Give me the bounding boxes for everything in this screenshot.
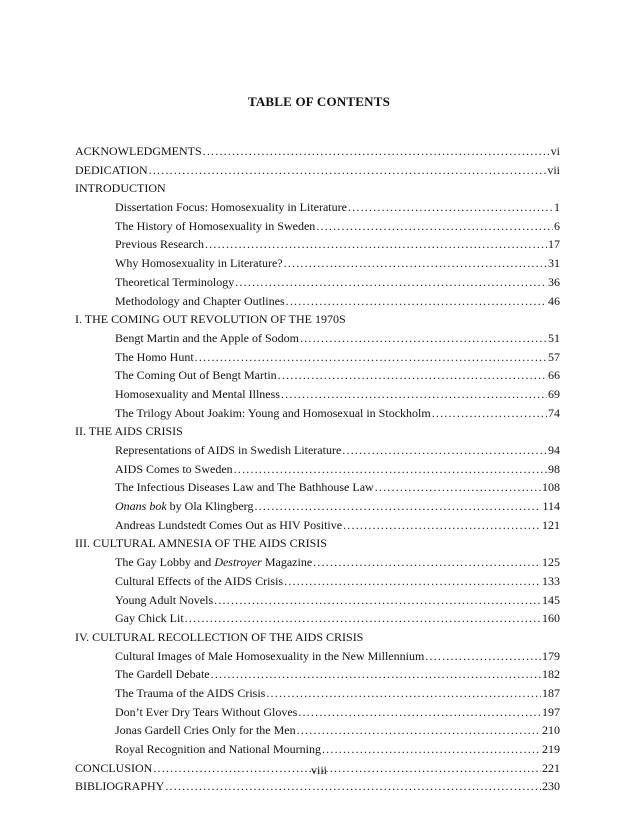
- toc-page-number: 1: [554, 200, 560, 215]
- toc-entry-title: Cultural Images of Male Homosexuality in the New Millennium: [115, 648, 425, 663]
- toc-page-number: 219: [542, 742, 560, 756]
- toc-entry-title: CONCLUSION: [75, 760, 153, 775]
- toc-subentry: [75, 684, 560, 703]
- toc-entry-title: Cultural Effects of the AIDS Crisis: [115, 573, 284, 588]
- toc-subentry: [75, 404, 560, 423]
- dot-leader: [281, 385, 547, 404]
- toc-entry-title: Bengt Martin and the Apple of Sodom: [115, 330, 299, 345]
- toc-subentry: [75, 516, 560, 535]
- table-of-contents: [75, 142, 560, 796]
- toc-entry-title: I. THE COMING OUT REVOLUTION OF THE 1970S: [75, 312, 346, 327]
- toc-entry-title: The Gay Lobby and Destroyer Magazine: [115, 555, 313, 570]
- dot-leader: [425, 647, 541, 666]
- toc-entry-title: II. THE AIDS CRISIS: [75, 424, 183, 439]
- toc-subentry: [75, 591, 560, 610]
- toc-page-number: 179: [542, 648, 560, 663]
- toc-page-number: 133: [542, 573, 560, 588]
- toc-page-number: vii: [547, 162, 560, 177]
- dot-leader: [375, 478, 541, 497]
- toc-page-number: 36: [548, 274, 560, 289]
- dot-leader: [322, 740, 541, 759]
- toc-entry-title: INTRODUCTION: [75, 181, 166, 196]
- page-title: TABLE OF CONTENTS: [247, 94, 391, 109]
- toc-page-number: 69: [548, 386, 560, 401]
- dot-leader: [316, 217, 553, 236]
- toc-subentry: [75, 366, 560, 385]
- toc-page-number: 210: [542, 723, 560, 738]
- toc-subentry: [75, 217, 560, 236]
- toc-entry: [75, 142, 560, 161]
- toc-page-number: 108: [542, 480, 560, 495]
- toc-page-number: 51: [548, 330, 560, 345]
- toc-entry-title: The Infectious Diseases Law and The Bathhouse Law: [115, 480, 374, 495]
- dot-leader: [254, 497, 541, 516]
- dot-leader: [286, 292, 547, 311]
- dot-leader: [203, 142, 550, 161]
- dot-leader: [432, 404, 547, 423]
- toc-subentry: [75, 497, 560, 516]
- toc-page-number: 121: [542, 517, 560, 532]
- toc-entry-title: III. CULTURAL AMNESIA OF THE AIDS CRISIS: [75, 536, 327, 551]
- page-number: viii: [310, 763, 327, 777]
- toc-subentry: [75, 703, 560, 722]
- toc-entry-title: Gay Chick Lit: [115, 611, 184, 626]
- dot-leader: [284, 572, 541, 591]
- dot-leader: [342, 441, 547, 460]
- toc-entry-title: DEDICATION: [75, 162, 148, 177]
- toc-page-number: 197: [542, 704, 560, 719]
- toc-entry: [75, 310, 560, 329]
- toc-entry-title: Don’t Ever Dry Tears Without Gloves: [115, 704, 298, 719]
- toc-page-number: 114: [542, 499, 560, 514]
- toc-entry-title: Theoretical Terminology: [115, 274, 235, 289]
- dot-leader: [234, 460, 547, 479]
- dot-leader: [214, 591, 541, 610]
- dot-leader: [211, 665, 541, 684]
- dot-leader: [313, 553, 541, 572]
- dot-leader: [195, 348, 547, 367]
- dot-leader: [205, 235, 547, 254]
- toc-entry-title: ACKNOWLEDGMENTS: [75, 144, 202, 158]
- toc-subentry: [75, 273, 560, 292]
- dot-leader: [300, 329, 547, 348]
- dot-leader: [348, 198, 553, 217]
- toc-entry-title: Andreas Lundstedt Comes Out as HIV Positive: [115, 517, 343, 532]
- toc-entry-title: AIDS Comes to Sweden: [115, 461, 233, 476]
- toc-entry-title: The History of Homosexuality in Sweden: [115, 218, 316, 233]
- toc-subentry: [75, 647, 560, 666]
- toc-subentry: [75, 665, 560, 684]
- toc-page-number: vi: [550, 144, 560, 158]
- toc-entry-title: Methodology and Chapter Outlines: [115, 293, 285, 308]
- toc-entry-title: Onans bok by Ola Klingberg: [115, 499, 254, 514]
- toc-entry-title: BIBLIOGRAPHY: [75, 779, 165, 794]
- toc-entry-title: Homosexuality and Mental Illness: [115, 386, 280, 401]
- toc-entry-title: The Trilogy About Joakim: Young and Homosexual in Stockholm: [115, 405, 431, 420]
- toc-entry: [75, 628, 560, 647]
- toc-entry-title: The Trauma of the AIDS Crisis: [115, 685, 266, 700]
- toc-page-number: 17: [548, 237, 560, 252]
- toc-page-number: 145: [542, 592, 560, 607]
- toc-page-number: 74: [548, 405, 560, 420]
- toc-subentry: [75, 478, 560, 497]
- toc-entry: [75, 161, 560, 180]
- dot-leader: [298, 703, 541, 722]
- toc-subentry: [75, 460, 560, 479]
- toc-page-number: 125: [542, 555, 560, 570]
- toc-page-number: 66: [548, 368, 560, 383]
- toc-subentry: [75, 198, 560, 217]
- toc-page-number: 187: [542, 685, 560, 700]
- toc-subentry: [75, 348, 560, 367]
- toc-entry-title: Royal Recognition and National Mourning: [115, 742, 321, 756]
- toc-entry-title: The Homo Hunt: [115, 349, 194, 364]
- dot-leader: [149, 161, 547, 180]
- toc-page-number: 94: [548, 443, 560, 457]
- toc-page-number: 6: [554, 218, 560, 233]
- toc-subentry: [75, 572, 560, 591]
- toc-page-number: 221: [542, 760, 560, 775]
- dot-leader: [343, 516, 541, 535]
- toc-subentry: [75, 235, 560, 254]
- toc-entry-title: IV. CULTURAL RECOLLECTION OF THE AIDS CRISIS: [75, 629, 364, 644]
- toc-page-number: 230: [542, 779, 560, 794]
- toc-page-number: 182: [542, 667, 560, 682]
- toc-entry-title: Dissertation Focus: Homosexuality in Literature: [115, 200, 347, 215]
- toc-subentry: [75, 254, 560, 273]
- toc-page-number: 160: [542, 611, 560, 626]
- dot-leader: [235, 273, 547, 292]
- dot-leader: [185, 609, 541, 628]
- dot-leader: [297, 721, 541, 740]
- toc-subentry: [75, 553, 560, 572]
- toc-subentry: [75, 385, 560, 404]
- toc-subentry: [75, 609, 560, 628]
- dot-leader: [165, 777, 541, 796]
- toc-entry-title: The Gardell Debate: [115, 667, 210, 682]
- toc-subentry: [75, 292, 560, 311]
- dot-leader: [284, 254, 547, 273]
- toc-entry-title: Jonas Gardell Cries Only for the Men: [115, 723, 296, 738]
- toc-entry: [75, 534, 560, 553]
- toc-page-number: 31: [548, 256, 560, 271]
- toc-subentry: [75, 740, 560, 759]
- dot-leader: [266, 684, 541, 703]
- toc-subentry: [75, 441, 560, 460]
- toc-page-number: 57: [548, 349, 560, 364]
- toc-page-number: 46: [548, 293, 560, 308]
- toc-entry: [75, 179, 560, 198]
- toc-entry-title: Young Adult Novels: [115, 592, 214, 607]
- toc-entry-title: Previous Research: [115, 237, 204, 252]
- toc-entry-title: Why Homosexuality in Literature?: [115, 256, 283, 271]
- toc-subentry: [75, 329, 560, 348]
- toc-entry: [75, 777, 560, 796]
- toc-entry-title: Representations of AIDS in Swedish Literature: [115, 443, 342, 457]
- toc-subentry: [75, 721, 560, 740]
- toc-page-number: 98: [548, 461, 560, 476]
- toc-entry-title: The Coming Out of Bengt Martin: [115, 368, 277, 383]
- toc-entry: [75, 422, 560, 441]
- dot-leader: [278, 366, 547, 385]
